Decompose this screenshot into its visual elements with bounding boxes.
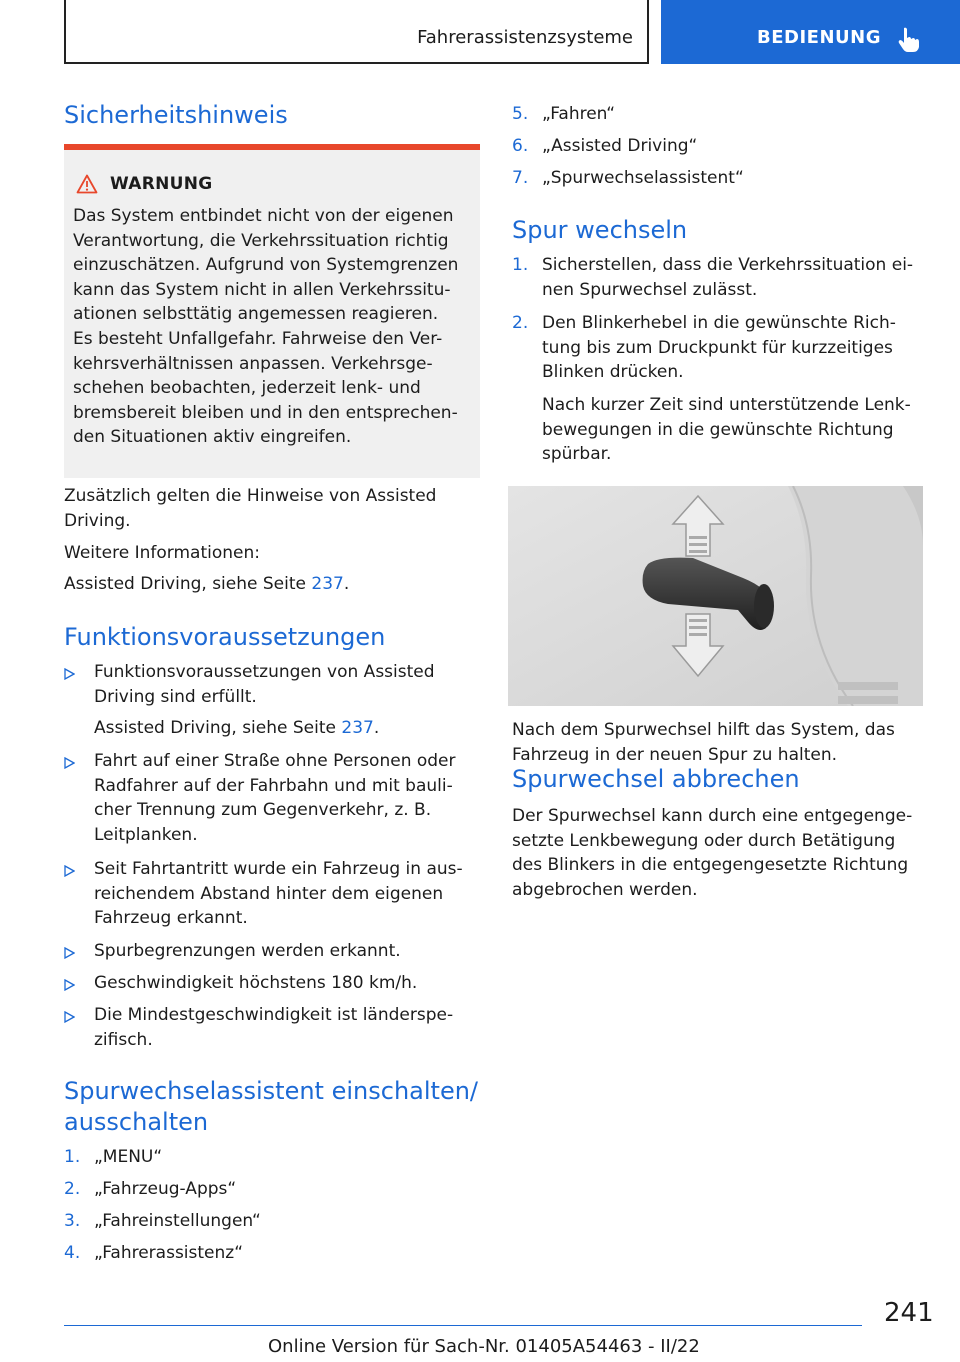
warning-text: Das System entbindet nicht von der eigenen Verantwortung, die Verkehrssituation richtig einzuschätzen. Aufgrund von Systemgrenzen kann das System nicht in allen Verkehrssitu- ationen selbsttätig angemessen reagieren. Es besteht Unfallgefahr. Fahrweise den Ver- kehrsverhältnissen anpassen. Verkehrsge- schehen beobachten, jederzeit lenk- und bremsbereit bleiben und in den entsprechen- den Situationen aktiv eingreifen. [73, 206, 459, 448]
bullet-triangle-icon [64, 1011, 75, 1023]
footer-rule [64, 1325, 862, 1326]
turn-signal-lever-illustration [508, 486, 923, 706]
page-link-237[interactable]: 237 [341, 718, 374, 739]
footer-version: Online Version für Sach-Nr. 01405A54463 - II/22 [268, 1336, 700, 1357]
warning-bar [64, 144, 480, 150]
header-section-tab [64, 0, 649, 64]
paragraph-after-change: Nach dem Spurwechsel hilft das System, das Fahrzeug in der neuen Spur zu halten. [512, 720, 895, 765]
warning-triangle-icon [76, 174, 98, 194]
bullet-triangle-icon [64, 757, 75, 769]
warning-box [64, 144, 480, 478]
paragraph-more-info: Weitere Informationen: [64, 543, 260, 563]
lever-drawing [508, 486, 923, 706]
paragraph-steering-support: Nach kurzer Zeit sind unterstützende Lenk- bewegungen in die gewünschte Richtung spürbar. [542, 395, 911, 465]
heading-requirements: Funktionsvoraussetzungen [64, 623, 386, 651]
page-link-237[interactable]: 237 [311, 574, 344, 594]
paragraph-abort: Der Spurwechsel kann durch eine entgegenge- setzte Lenkbewegung oder durch Betätigung des Blinkers in die entgegengesetzte Richtung abgebrochen werden. [512, 806, 913, 900]
paragraph-additional-notes: Zusätzlich gelten die Hinweise von Assisted Driving. [64, 486, 437, 531]
paragraph-reference: Assisted Driving, siehe Seite 237. [64, 574, 350, 594]
header-chapter-tab [661, 0, 960, 64]
heading-safety: Sicherheitshinweis [64, 101, 288, 129]
bullet-triangle-icon [64, 668, 75, 680]
bullet-triangle-icon [64, 979, 75, 991]
heading-change-lane: Spur wechseln [512, 216, 688, 244]
header-chapter-title: BEDIENUNG [757, 27, 881, 48]
bullet-triangle-icon [64, 947, 75, 959]
header-section-title: Fahrerassistenzsysteme [417, 27, 633, 48]
warning-title: WARNUNG [110, 174, 213, 194]
pointing-hand-icon [897, 27, 921, 53]
page-number: 241 [884, 1298, 934, 1328]
bullet-triangle-icon [64, 865, 75, 877]
heading-abort: Spurwechsel abbrechen [512, 765, 800, 793]
heading-switch-on-off: Spurwechselassistent einschalten/ ausschalten [64, 1077, 478, 1136]
